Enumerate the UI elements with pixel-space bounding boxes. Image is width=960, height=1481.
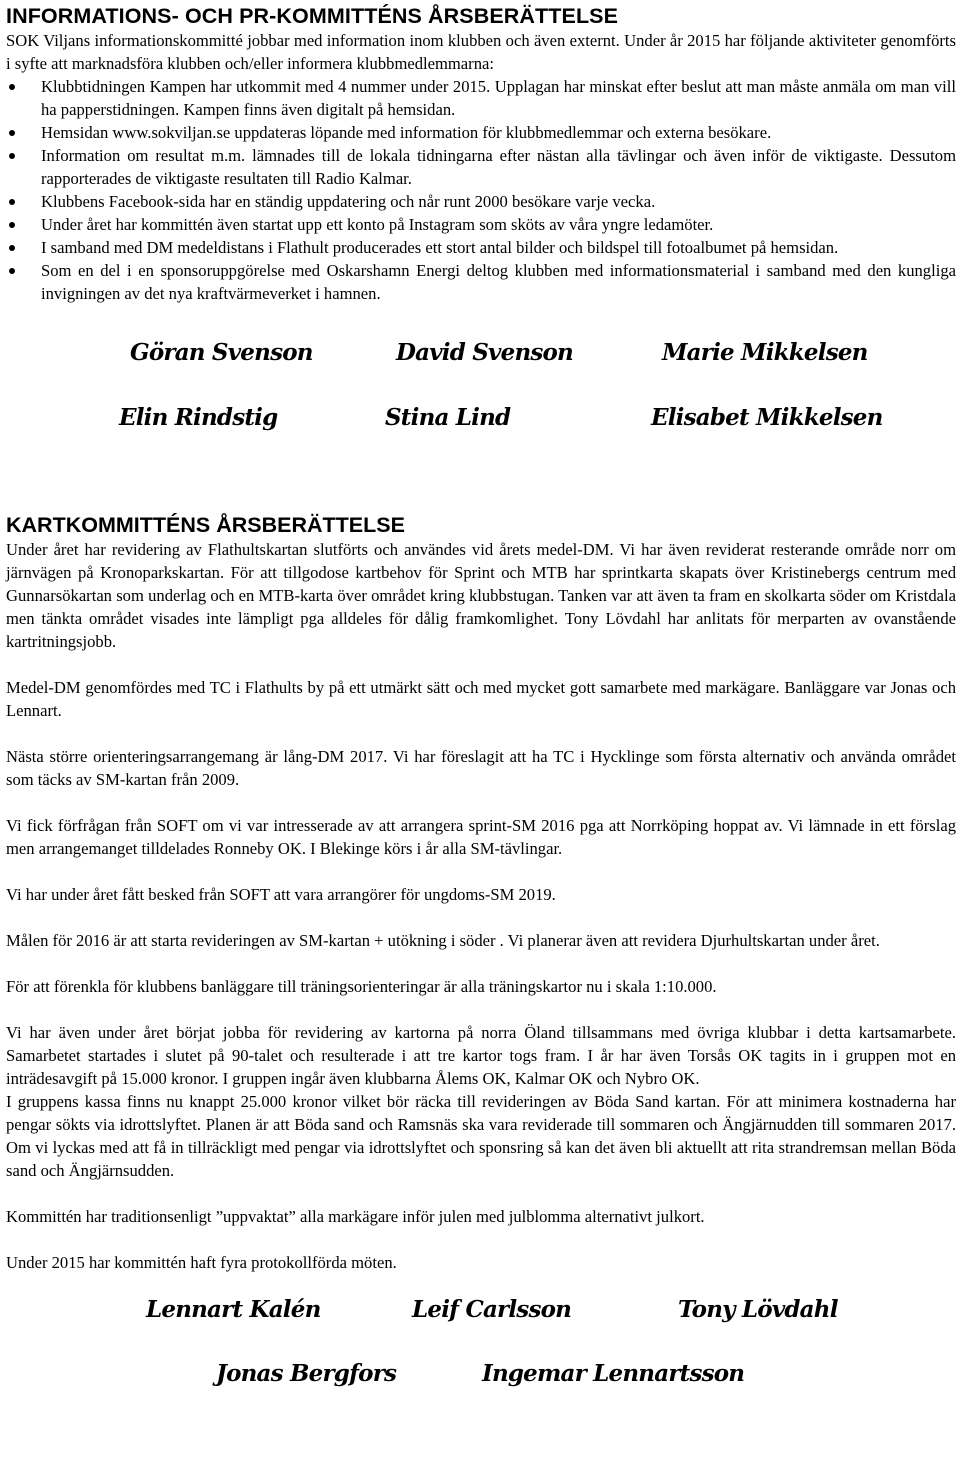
map-paragraph: Under året har revidering av Flathultskartan slutförts och användes vid årets medel-DM. Vi har även reviderat resterande område norr om järnvägen på Kronoparkskartan. För att tillgodose kartbehov för Sprint och MTB har sprintkarta skapats över Kristinebergs centrum med Gunnarsökartan som underlag och en MTB-karta över området kring klubbstugan. Tanken var att även ta fram en skolkarta söder om Kristdala men tänkta området visades inte lämpligt pga alldeles för dålig framkomlighet. Tony Lövdahl har anlitats för merparten av ovanstående kartritningsjobb. — [6, 540, 956, 651]
signature: Elisabet Mikkelsen — [651, 404, 883, 431]
info-signatures-row-1 — [6, 335, 956, 399]
list-item: Hemsidan www.sokviljan.se uppdateras löpande med information för klubbmedlemmar och externa besökare. — [6, 121, 956, 144]
bullet-icon — [9, 199, 15, 205]
map-paragraph: Medel-DM genomfördes med TC i Flathults by på ett utmärkt sätt och med mycket gott samarbete med markägare. Banläggare var Jonas och Lennart. — [6, 678, 956, 720]
list-item: Klubbens Facebook-sida har en ständig uppdatering och når runt 2000 besökare varje vecka. — [6, 190, 956, 213]
info-bullet-list — [6, 75, 956, 305]
info-signatures-row-2 — [6, 399, 956, 463]
info-section-title: INFORMATIONS- OCH PR-KOMMITTÉNS ÅRSBERÄTTELSE — [6, 4, 619, 28]
bullet-icon — [9, 153, 15, 159]
map-signatures-row-1 — [6, 1292, 956, 1356]
bullet-icon — [9, 84, 15, 90]
list-item: Under året har kommittén även startat upp ett konto på Instagram som sköts av våra yngre ledamöter. — [6, 213, 956, 236]
bullet-icon — [9, 245, 15, 251]
signature: Stina Lind — [385, 404, 511, 431]
signature: Elin Rindstig — [119, 404, 278, 431]
map-paragraph: Kommittén har traditionsenligt ”uppvaktat” alla markägare inför julen med julblomma alternativt julkort. — [6, 1207, 705, 1226]
map-section-title: KARTKOMMITTÉNS ÅRSBERÄTTELSE — [6, 513, 405, 537]
signature: Marie Mikkelsen — [662, 339, 868, 366]
map-paragraph: Målen för 2016 är att starta revideringen av SM-kartan + utökning i söder . Vi planerar även att revidera Djurhultskartan under året. — [6, 931, 880, 950]
bullet-icon — [9, 130, 15, 136]
map-paragraph: Vi har under året fått besked från SOFT att vara arrangörer för ungdoms-SM 2019. — [6, 885, 556, 904]
signature: Jonas Bergfors — [216, 1360, 397, 1387]
signature: Tony Lövdahl — [678, 1296, 838, 1323]
map-paragraph: Nästa större orienteringsarrangemang är lång-DM 2017. Vi har föreslagit att ha TC i Hycklinge som första alternativ och använda området som täcks av SM-kartan från 2009. — [6, 747, 956, 789]
list-item: I samband med DM medeldistans i Flathult producerades ett stort antal bilder och bildspel till fotoalbumet på hemsidan. — [6, 236, 956, 259]
signature: Lennart Kalén — [146, 1296, 321, 1323]
signature: Leif Carlsson — [412, 1296, 572, 1323]
signature: Göran Svenson — [130, 339, 313, 366]
signature: David Svenson — [396, 339, 573, 366]
map-paragraph: För att förenkla för klubbens banläggare till träningsorienteringar är alla träningskartor nu i skala 1:10.000. — [6, 977, 717, 996]
info-intro: SOK Viljans informationskommitté jobbar med information inom klubben och även externt. Under år 2015 har följande aktiviteter genomförts i syfte att marknadsföra klubben och/eller informera klubbmedlemmarna: — [6, 31, 956, 73]
list-item: Som en del i en sponsoruppgörelse med Oskarshamn Energi deltog klubben med informationsmaterial i samband med den kungliga invigningen av det nya kraftvärmeverket i hamnen. — [6, 259, 956, 305]
bullet-icon — [9, 268, 15, 274]
list-item: Information om resultat m.m. lämnades till de lokala tidningarna efter nästan alla tävlingar och även inför de viktigaste. Dessutom rapporterades de viktigaste resultaten till Radio Kalmar. — [6, 144, 956, 190]
map-paragraph: Vi har även under året börjat jobba för revidering av kartorna på norra Öland tillsammans med övriga klubbar i detta kartsamarbete. Samarbetet startades i slutet på 90-talet och resulterade i att tre kartor togs fram. I år har även Torsås OK tagits in i gruppen mot en inträdesavgift på 15.000 kronor. I gruppen ingår även klubbarna Ålems OK, Kalmar OK och Nybro OK. — [6, 1023, 956, 1088]
map-signatures-row-2 — [6, 1356, 956, 1420]
map-paragraph: Vi fick förfrågan från SOFT om vi var intresserade av att arrangera sprint-SM 2016 pga att Norrköping hoppat av. Vi lämnade in ett förslag men arrangemanget tilldelades Ronneby OK. I Blekinge körs i år alla SM-tävlingar. — [6, 816, 956, 858]
map-paragraph: Under 2015 har kommittén haft fyra protokollförda möten. — [6, 1253, 397, 1272]
signature: Ingemar Lennartsson — [482, 1360, 745, 1387]
document-page — [6, 0, 956, 1420]
map-paragraph: I gruppens kassa finns nu knappt 25.000 kronor vilket bör räcka till revideringen av Böda Sand kartan. För att minimera kostnaderna har pengar sökts via idrottslyftet. Planen är att Böda sand och Ramsnäs ska vara reviderade till sommaren och Ängjärnudden till sommaren 2017. Om vi lyckas med att få in tillräckligt med pengar via idrottslyftet och sponsring så kan det även bli aktuellt att rita strandremsan mellan Böda sand och Ängjärnsudden. — [6, 1092, 956, 1180]
bullet-icon — [9, 222, 15, 228]
list-item: Klubbtidningen Kampen har utkommit med 4 nummer under 2015. Upplagan har minskat efter beslut att man måste anmäla om man vill ha papperstidningen. Kampen finns även digitalt på hemsidan. — [6, 75, 956, 121]
